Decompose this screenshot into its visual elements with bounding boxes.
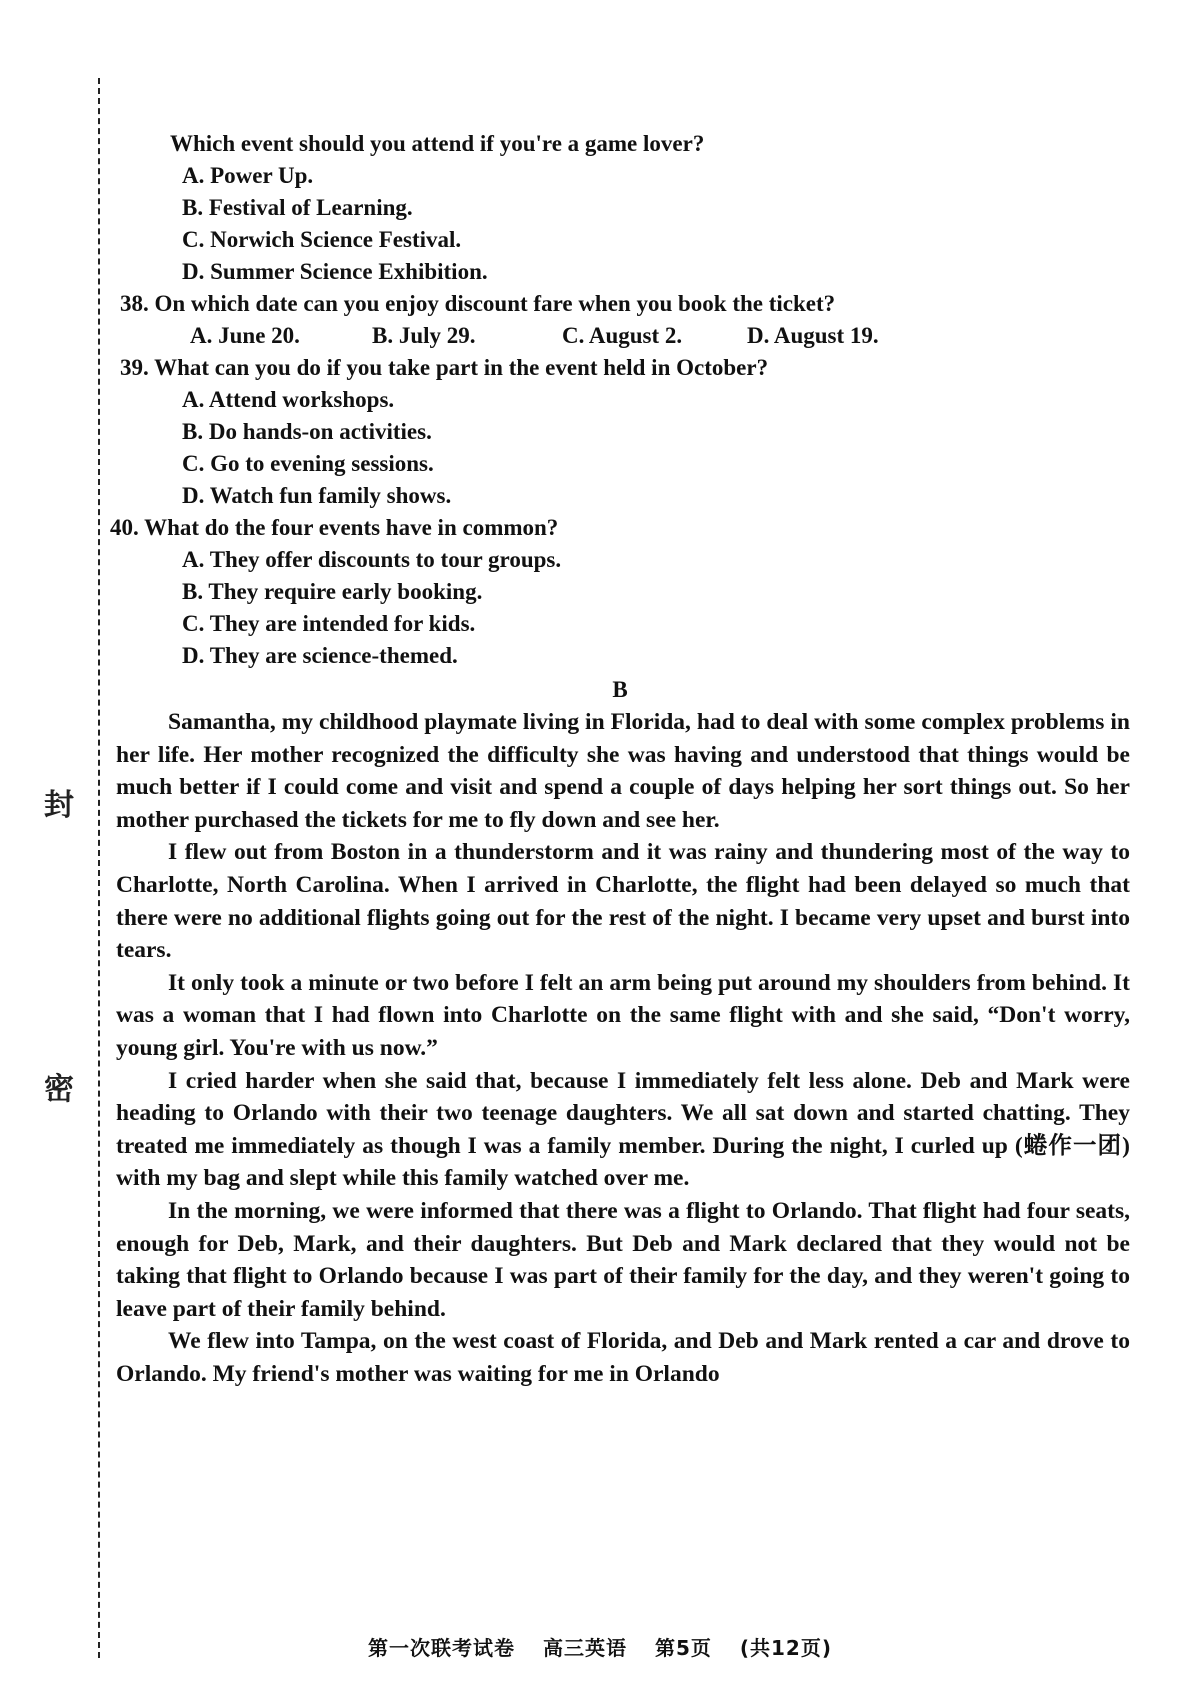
reading-passage-b (110, 674, 1130, 1390)
question-number: 40. (110, 515, 139, 540)
binding-dashed-line (98, 78, 100, 1658)
section-label: B (612, 677, 628, 702)
option-c: C. They are intended for kids. (182, 611, 476, 636)
question-37 (110, 128, 1130, 288)
passage-paragraph: I cried harder when she said that, because I immediately felt less alone. Deb and Mark were heading to Orlando with their two teenage daughters. We all sat down and started chatting. They treated me immediately as though I was a family member. During the night, I curled up (蜷作一团) with my bag and slept while this family watched over me. (116, 1067, 1130, 1192)
passage-paragraph: We flew into Tampa, on the west coast of Florida, and Deb and Mark rented a car and drove to Orlando. My friend's mother was waiting for me in Orlando (116, 1328, 1130, 1387)
passage-paragraph: It only took a minute or two before I felt an arm being put around my shoulders from behind. It was a woman that I had flown into Charlotte on the same flight with and she said, “Don't worry, young girl. You're with us now.” (116, 969, 1130, 1061)
question-stem: What do the four events have in common? (144, 515, 559, 540)
passage-paragraph: I flew out from Boston in a thunderstorm and it was rainy and thundering most of the way to Charlotte, North Carolina. When I arrived in Charlotte, the flight had been delayed so much that there were no additional flights going out for the rest of the night. I became very upset and burst into tears. (116, 839, 1130, 964)
option-c: C. August 2. (562, 323, 683, 348)
option-a: A. Attend workshops. (182, 387, 395, 412)
question-39 (110, 352, 1130, 512)
question-stem: On which date can you enjoy discount fare when you book the ticket? (154, 291, 836, 316)
option-b: B. Do hands-on activities. (182, 419, 432, 444)
question-stem: Which event should you attend if you're a game lover? (170, 131, 705, 156)
footer-total-pages: (共12页) (739, 1636, 832, 1660)
option-d: D. They are science-themed. (182, 643, 458, 668)
footer-page-number: 第5页 (654, 1636, 712, 1660)
passage-paragraph: Samantha, my childhood playmate living in Florida, had to deal with some complex problems in her life. Her mother recognized the difficulty she was having and understood that things would be much better if I could come and visit and spend a couple of days helping her sort things out. So her mother purchased the tickets for me to fly down and see her. (116, 709, 1130, 833)
option-c: C. Norwich Science Festival. (182, 227, 462, 252)
option-b: B. July 29. (372, 323, 476, 348)
option-d: D. Summer Science Exhibition. (182, 259, 488, 284)
question-40 (110, 512, 1130, 672)
option-row (110, 320, 1130, 352)
option-a: A. They offer discounts to tour groups. (182, 547, 562, 572)
option-b: B. Festival of Learning. (182, 195, 413, 220)
option-a: A. Power Up. (182, 163, 314, 188)
question-number: 38. (120, 291, 149, 316)
footer-exam-name: 第一次联考试卷 (368, 1636, 516, 1660)
binding-char-seal: 封 (44, 778, 74, 826)
question-number: 39. (120, 355, 149, 380)
option-a: A. June 20. (190, 323, 300, 348)
option-b: B. They require early booking. (182, 579, 483, 604)
question-38 (110, 288, 1130, 352)
page-content (110, 128, 1130, 1390)
page-footer (0, 1632, 1200, 1661)
question-stem: What can you do if you take part in the event held in October? (154, 355, 769, 380)
option-c: C. Go to evening sessions. (182, 451, 434, 476)
option-d: D. August 19. (747, 323, 879, 348)
footer-subject: 高三英语 (542, 1636, 627, 1660)
passage-paragraph: In the morning, we were informed that there was a flight to Orlando. That flight had four seats, enough for Deb, Mark, and their daughters. But Deb and Mark declared that they would not be taking that flight to Orlando because I was part of their family for the day, and they weren't going to leave part of their family behind. (116, 1197, 1130, 1322)
binding-char-secret: 密 (44, 1062, 74, 1110)
option-d: D. Watch fun family shows. (182, 483, 452, 508)
